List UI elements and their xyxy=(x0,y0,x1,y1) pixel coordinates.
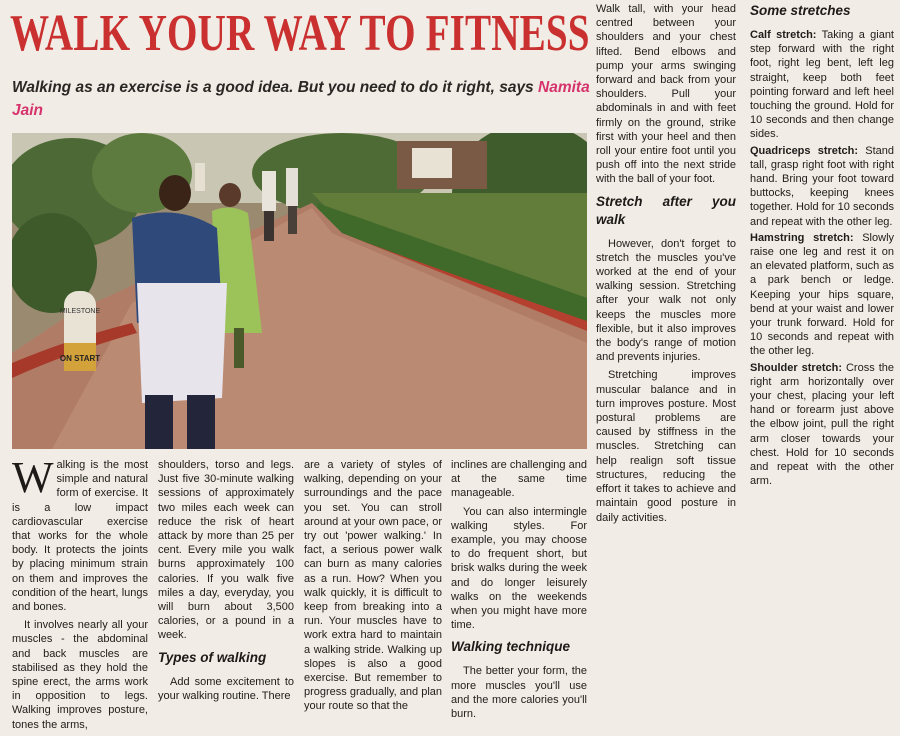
col4-paragraph-3: The better your form, the more muscles you'll use and the more calories you'll burn. xyxy=(451,665,587,721)
hamstring-stretch-item xyxy=(750,231,894,359)
col5-paragraph-1: Walk tall, with your head centred between your shoulders and your chest lifted. Bend elbows and pump your arms swinging forward and back from your shoulders. Pull your abdominals in and with feet firmly on the ground, strike first with your heel and then roll your entire foot until you push off into the next stride with the ball of your foot. xyxy=(596,3,736,186)
col1-paragraph-1: alking is the most simple and natural form of exercise. It is a low impact cardiovascular exercise that works for the whole body. It protects the joints by placing minimum strain on them and improves the condition of the heart, lungs and bones. xyxy=(12,459,148,614)
calf-stretch-text: Taking a giant step forward with the right foot, right leg bent, left leg straight, keep both feet pointing forward and left heel touching the ground. Hold for 10 seconds and then change sides. xyxy=(750,29,894,141)
col5-paragraph-2: However, don't forget to stretch the muscles you've worked at the end of your walking session. Stretching after your walk not only keeps the muscles more flexible, but it also improves the body's range of motion and prevents injuries. xyxy=(596,237,736,364)
heading-some-stretches: Some stretches xyxy=(750,3,851,18)
heading-walking-technique: Walking technique xyxy=(451,639,571,655)
col3-paragraph-1: are a variety of styles of walking, depending on your surroundings and the pace you set. You can stroll around at your own pace, or try out 'power walking.' In fact, a serious power walk can burn as many calories as a run. How? When you walk quickly, it is difficult to keep from breaking into a run. Your muscles have to work extra hard to maintain a walking stride. Walking up slopes is also a good exercise. But remember to progress gradually, and plan your route so that the xyxy=(304,459,442,713)
walkers-photo-illustration xyxy=(12,133,587,449)
heading-stretch-after-you-walk: Stretch after you walk xyxy=(596,193,736,227)
headline: WALK YOUR WAY TO FITNESS xyxy=(10,5,590,62)
article-column-4 xyxy=(451,458,587,725)
col2-paragraph-2: Add some excitement to your walking routine. There xyxy=(158,675,294,702)
sign-bottom-text: ON START xyxy=(59,354,101,363)
shoulder-stretch-item xyxy=(750,361,894,489)
calf-stretch-label: Calf stretch: xyxy=(750,29,817,41)
quadriceps-stretch-item xyxy=(750,144,894,229)
col4-paragraph-2: You can also intermingle walking styles. For example, you may choose to do frequent short, but brisk walks during the week and do longer leisurely walks on the weekends when you might have more time. xyxy=(451,505,587,632)
hamstring-stretch-text: Slowly raise one leg and rest it on an elevated platform, such as a park bench or ledge. Keeping your hips square, bend at your waist and lower your trunk forward. Hold for 10 seconds and repeat with the other leg. xyxy=(750,231,895,358)
quadriceps-stretch-label: Quadriceps stretch: xyxy=(750,144,859,157)
col2-paragraph-1: shoulders, torso and legs. Just five 30-minute walking sessions of approximately two miles each week can reduce the risk of heart attack by more than 25 per cent. Every mile you walk burns approximately 100 calories. If you walk five miles a day, everyday, you will burn about 3,500 calories, or a pound in a week. xyxy=(158,459,294,642)
heading-types-of-walking: Types of walking xyxy=(158,649,267,665)
hamstring-stretch-label: Hamstring stretch: xyxy=(750,231,854,244)
article-column-5 xyxy=(596,2,736,529)
dropcap: W xyxy=(12,453,54,502)
quadriceps-stretch-text: Stand tall, grasp right foot with right hand. Bring your foot toward buttocks, keeping knees together. Hold for 10 seconds and repeat with the other leg. xyxy=(750,144,894,228)
article-column-3 xyxy=(304,458,442,718)
col1-paragraph-2: It involves nearly all your muscles - the abdominal and back muscles are stabilised as they hold the spine erect, the arms work in opposition to legs. Walking improves posture, tones the arms, xyxy=(12,619,148,731)
article-column-1 xyxy=(12,453,148,736)
article-photo xyxy=(12,133,587,449)
stretches-sidebar xyxy=(750,2,894,491)
byline-author: Namita Jain xyxy=(12,79,590,119)
deck-text: Walking as an exercise is a good idea. But you need to do it right, says xyxy=(12,79,538,96)
calf-stretch-item xyxy=(750,28,894,142)
shoulder-stretch-label: Shoulder stretch: xyxy=(750,361,842,374)
col5-paragraph-3: Stretching improves muscular balance and in turn improves posture. Most postural problems are caused by stiffness in the muscles. Stretching can help realign soft tissue structures, reducing the effort it takes to achieve and maintain good posture in daily activities. xyxy=(596,369,736,524)
sign-top-text: MILESTONE xyxy=(59,308,101,315)
article-column-2 xyxy=(158,458,294,707)
col4-paragraph-1: inclines are challenging and at the same time manageable. xyxy=(451,459,587,500)
shoulder-stretch-text: Cross the right arm horizontally over your chest, placing your left hand or forearm just above the elbow joint, pull the right arm closer towards your chest. Hold for 10 seconds and repeat with the other arm. xyxy=(750,361,894,488)
deck xyxy=(12,76,592,122)
